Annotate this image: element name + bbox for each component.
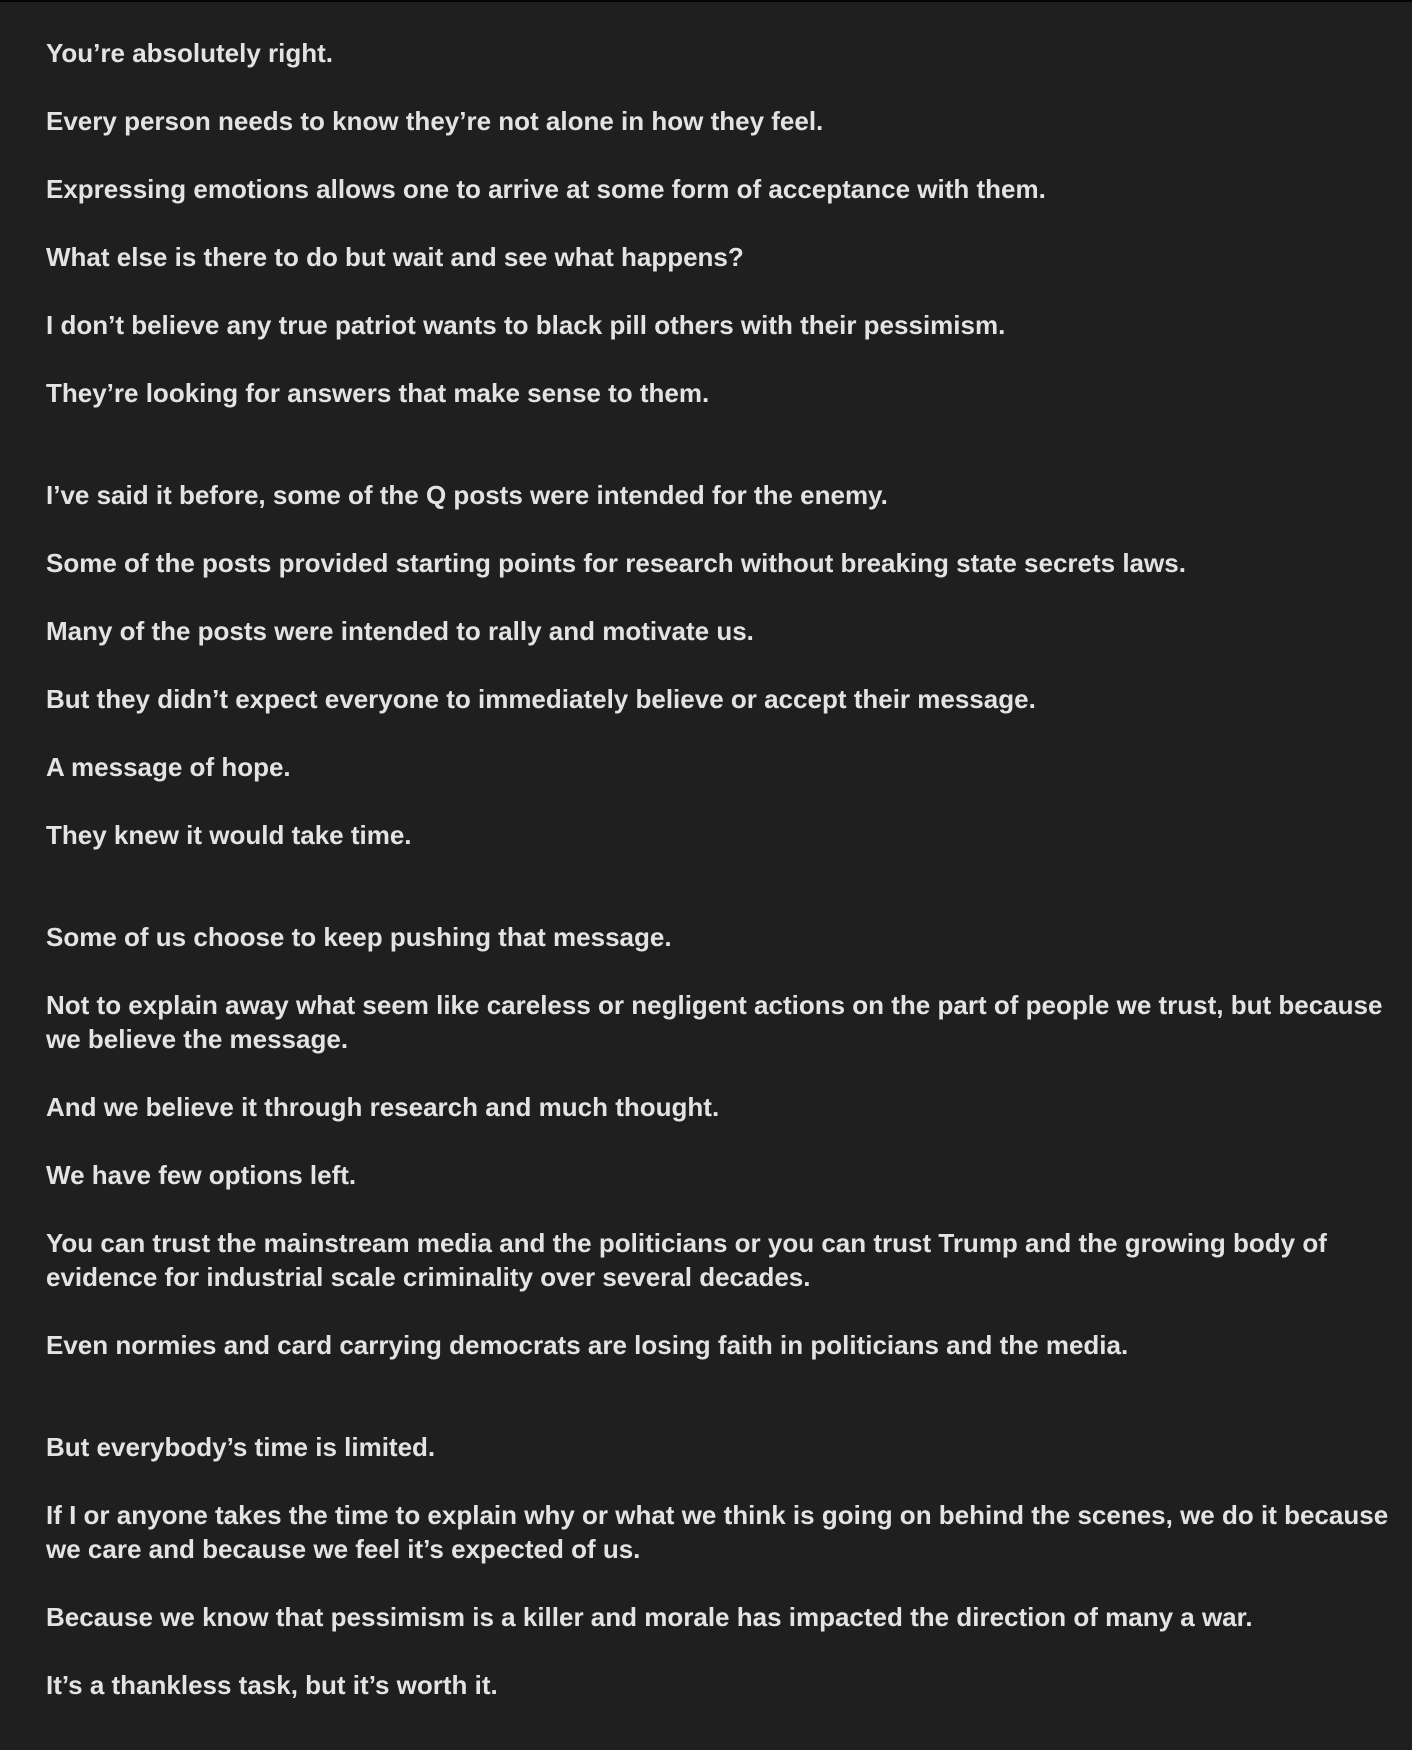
paragraph: Every person needs to know they’re not alone in how they feel.: [46, 106, 824, 136]
paragraph: They’re looking for answers that make sense to them.: [46, 378, 710, 408]
paragraph: They knew it would take time.: [46, 820, 412, 850]
paragraph: We have few options left.: [46, 1160, 357, 1190]
paragraph: Because we know that pessimism is a killer and morale has impacted the direction of many a war.: [46, 1602, 1253, 1632]
paragraph: Expressing emotions allows one to arrive at some form of acceptance with them.: [46, 174, 1046, 204]
paragraph: It’s a thankless task, but it’s worth it.: [46, 1670, 498, 1700]
text-document: [46, 36, 1391, 1736]
paragraph: What else is there to do but wait and see what happens?: [46, 242, 744, 272]
paragraph: If I or anyone takes the time to explain why or what we think is going on behind the scenes, we do it because we care and because we feel it’s expected of us.: [46, 1500, 1389, 1564]
paragraph: Not to explain away what seem like careless or negligent actions on the part of people we trust, but because we believe the message.: [46, 990, 1383, 1054]
paragraph: Some of the posts provided starting points for research without breaking state secrets laws.: [46, 548, 1186, 578]
paragraph: Many of the posts were intended to rally and motivate us.: [46, 616, 754, 646]
paragraph: I don’t believe any true patriot wants to black pill others with their pessimism.: [46, 310, 1006, 340]
paragraph: But everybody’s time is limited.: [46, 1432, 436, 1462]
paragraph: You can trust the mainstream media and the politicians or you can trust Trump and the growing body of evidence for industrial scale criminality over several decades.: [46, 1228, 1327, 1292]
top-border: [0, 0, 1412, 2]
paragraph: A message of hope.: [46, 752, 291, 782]
paragraph: And we believe it through research and much thought.: [46, 1092, 720, 1122]
paragraph: I’ve said it before, some of the Q posts were intended for the enemy.: [46, 480, 888, 510]
paragraph: Even normies and card carrying democrats are losing faith in politicians and the media.: [46, 1330, 1129, 1360]
paragraph: Some of us choose to keep pushing that message.: [46, 922, 672, 952]
paragraph: But they didn’t expect everyone to immediately believe or accept their message.: [46, 684, 1036, 714]
paragraph: You’re absolutely right.: [46, 38, 334, 68]
